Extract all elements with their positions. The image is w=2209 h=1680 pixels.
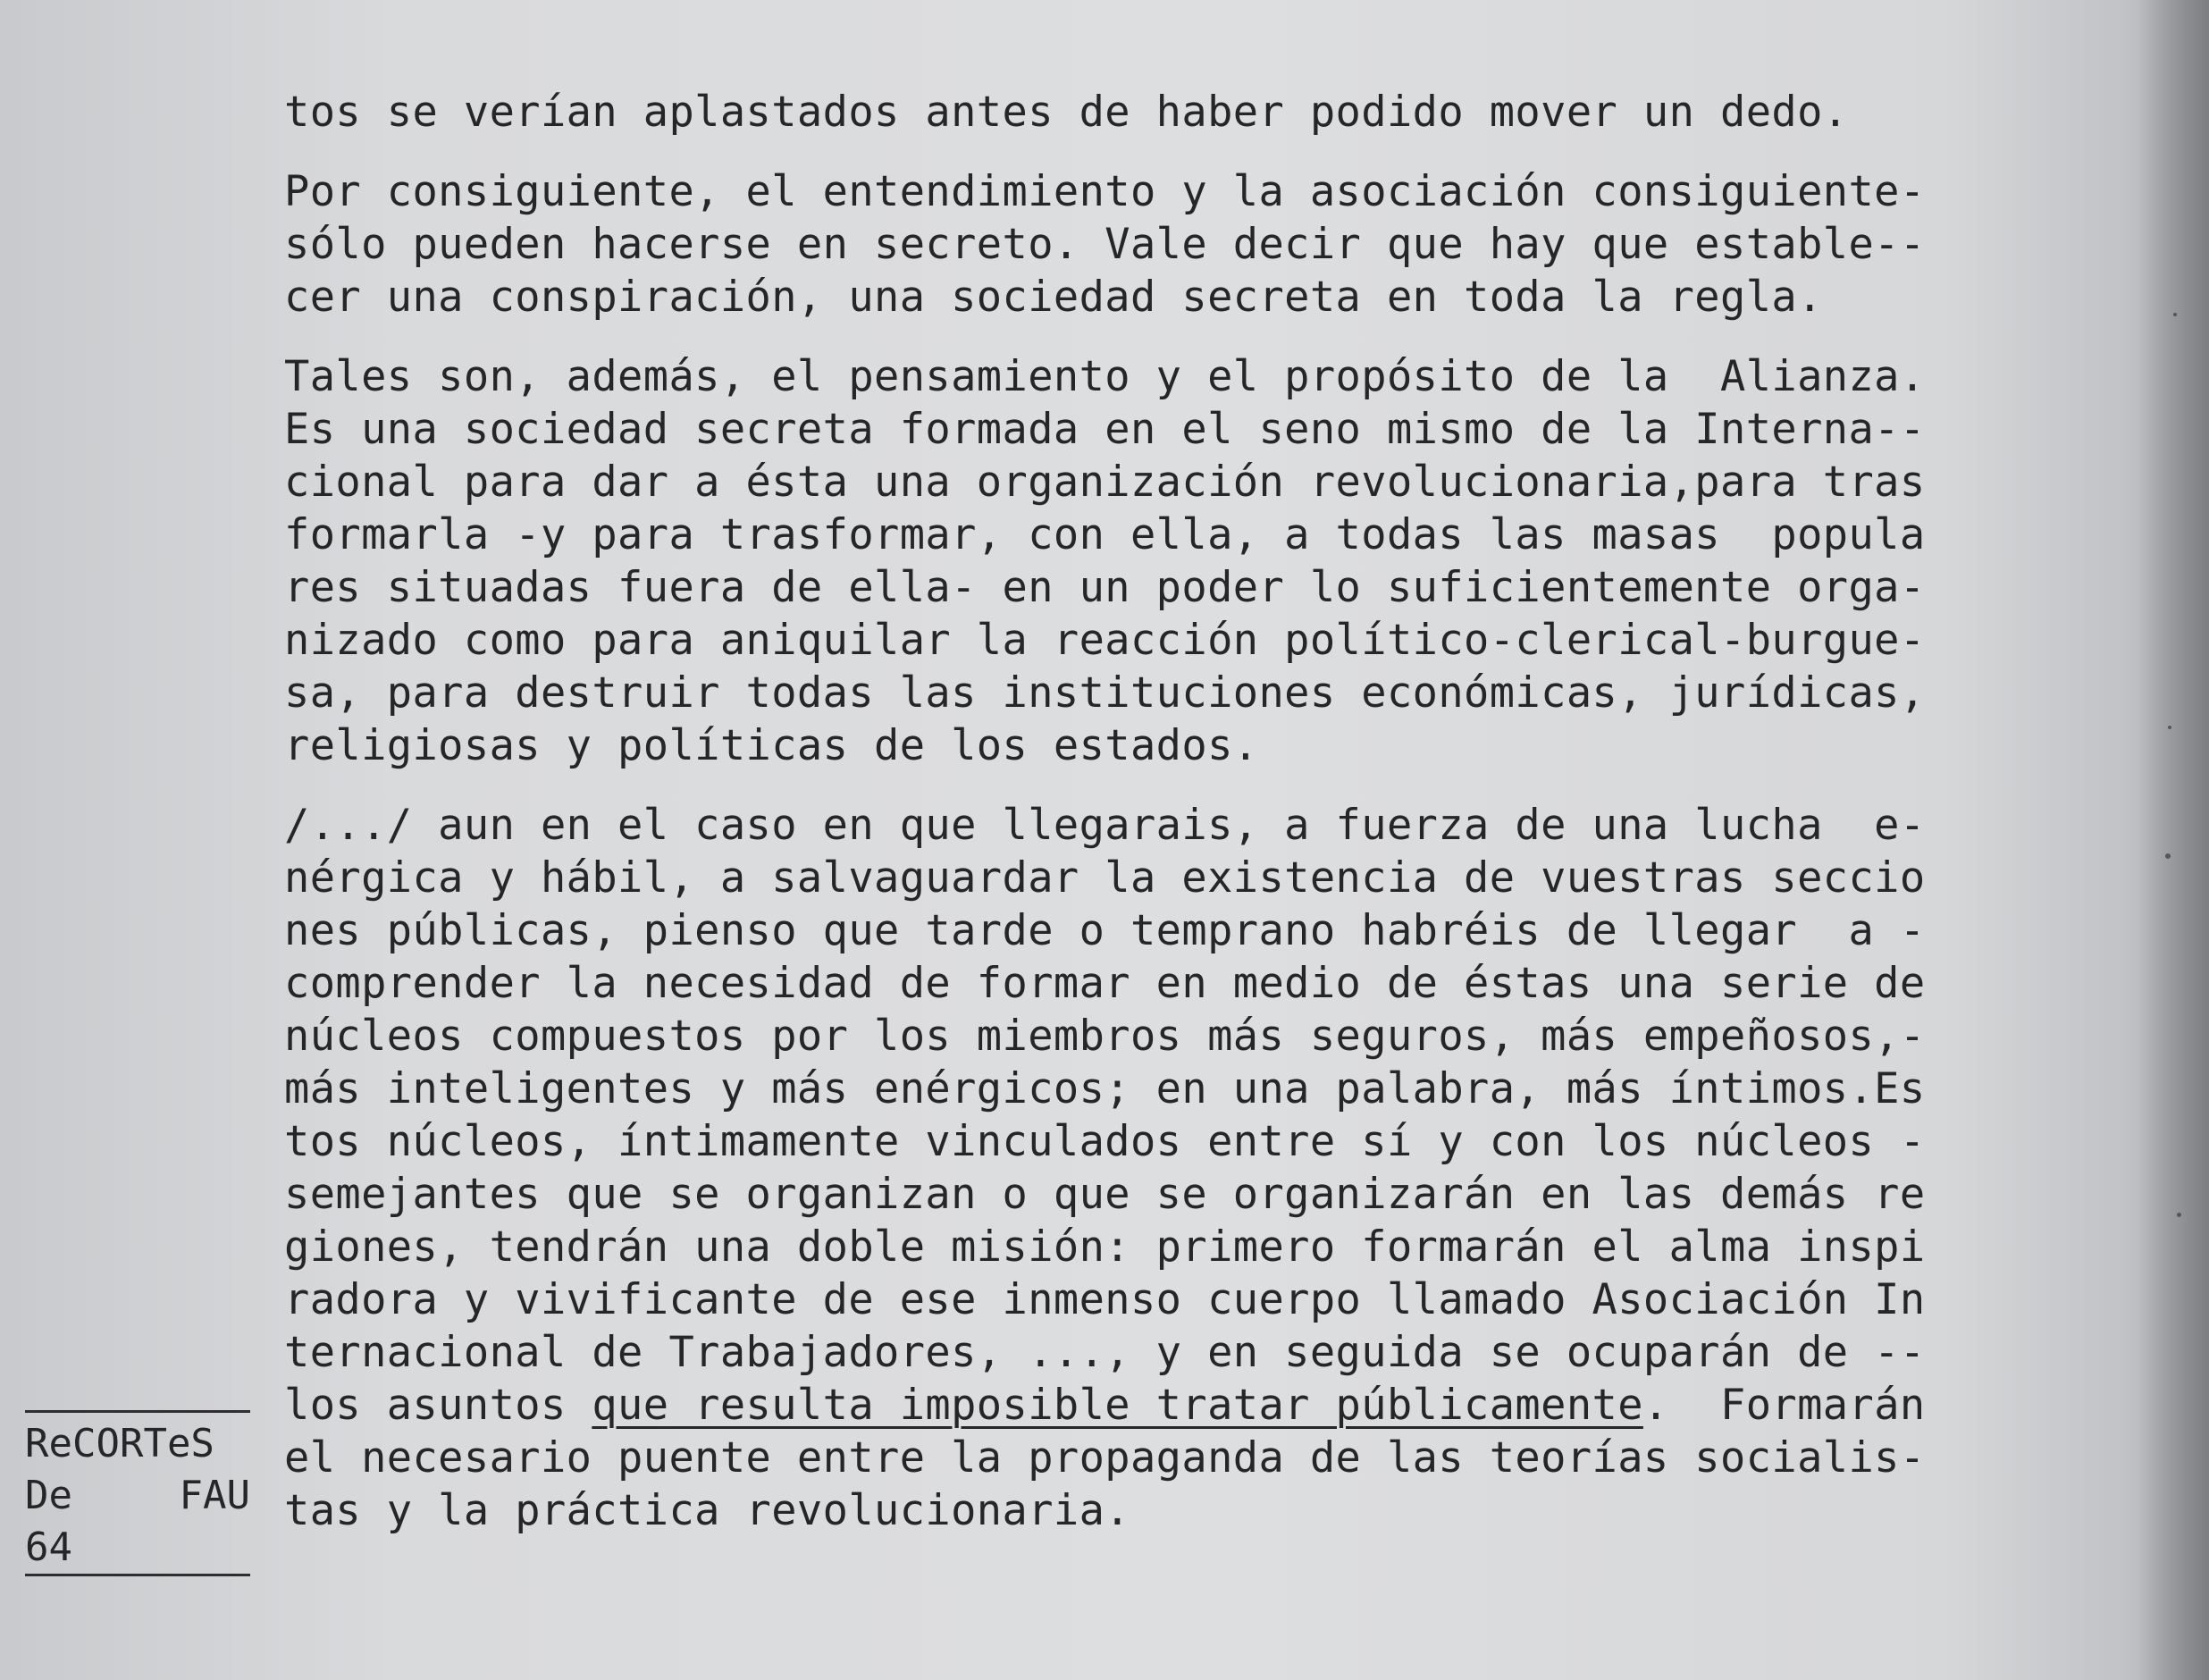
text-line: sólo pueden hacerse en secreto. Vale decir que hay que estable-- bbox=[284, 220, 1926, 269]
text-line: giones, tendrán una doble misión: primero formarán el alma inspi bbox=[284, 1222, 1926, 1272]
text-line: semejantes que se organizan o que se organizarán en las demás re bbox=[284, 1170, 1926, 1219]
text-line: más inteligentes y más enérgicos; en una palabra, más íntimos.Es bbox=[284, 1064, 1926, 1113]
scan-speck bbox=[2168, 726, 2171, 729]
stamp-fau: FAU bbox=[179, 1473, 250, 1518]
underlined-phrase: que resulta imposible tratar públicamente bbox=[592, 1381, 1643, 1430]
text-line: sa, para destruir todas las instituciones económicas, jurídicas, bbox=[284, 668, 1926, 718]
text-line: Es una sociedad secreta formada en el seno mismo de la Interna-- bbox=[284, 405, 1926, 454]
text-line: religiosas y políticas de los estados. bbox=[284, 721, 1259, 770]
text-line: Por consiguiente, el entendimiento y la asociación consiguiente- bbox=[284, 167, 1926, 216]
scan-speck bbox=[2173, 313, 2177, 316]
text-line: cional para dar a ésta una organización revolucionaria,para tras bbox=[284, 458, 1926, 507]
text-line: tos núcleos, íntimamente vinculados entre sí y con los núcleos - bbox=[284, 1117, 1926, 1166]
text-line: comprender la necesidad de formar en medio de éstas una serie de bbox=[284, 959, 1926, 1008]
paragraph-2 bbox=[284, 165, 2071, 323]
paragraph-4 bbox=[284, 799, 2071, 1537]
stamp-title: ReCORTeS bbox=[25, 1421, 214, 1466]
text-line: radora y vivificante de ese inmenso cuerpo llamado Asociación In bbox=[284, 1275, 1926, 1324]
paragraph-3 bbox=[284, 350, 2071, 772]
stamp-row bbox=[25, 1470, 250, 1522]
text-line: el necesario puente entre la propaganda de las teorías socialis- bbox=[284, 1433, 1926, 1483]
scan-speck bbox=[2165, 853, 2171, 859]
scan-speck bbox=[2177, 1213, 2181, 1217]
stamp-de: De bbox=[25, 1473, 72, 1518]
text-line: tos se verían aplastados antes de haber podido mover un dedo. bbox=[284, 88, 1849, 137]
text-line: formarla -y para trasformar, con ella, a todas las masas popula bbox=[284, 510, 1926, 559]
recortes-stamp bbox=[25, 1410, 250, 1576]
text-line: nizado como para aniquilar la reacción político-clerical-burgue- bbox=[284, 616, 1926, 665]
text-line: nes públicas, pienso que tarde o temprano habréis de llegar a - bbox=[284, 906, 1926, 955]
text-line: nérgica y hábil, a salvaguardar la existencia de vuestras seccio bbox=[284, 853, 1926, 903]
text-line: núcleos compuestos por los miembros más seguros, más empeñosos,- bbox=[284, 1012, 1926, 1061]
line-suffix: . Formarán bbox=[1642, 1381, 1926, 1430]
paragraph-1 bbox=[284, 86, 2071, 139]
text-line: res situadas fuera de ella- en un poder lo suficientemente orga- bbox=[284, 563, 1926, 612]
underlined-text-line bbox=[284, 1379, 2071, 1432]
typewritten-text bbox=[284, 86, 2071, 1564]
line-prefix: los asuntos bbox=[284, 1381, 592, 1430]
stamp-number: 64 bbox=[25, 1525, 72, 1570]
text-line: /.../ aun en el caso en que llegarais, a fuerza de una lucha e- bbox=[284, 801, 1926, 850]
text-line: Tales son, además, el pensamiento y el propósito de la Alianza. bbox=[284, 352, 1926, 401]
text-line: tas y la práctica revolucionaria. bbox=[284, 1486, 1130, 1535]
text-line: ternacional de Trabajadores, ..., y en seguida se ocuparán de -- bbox=[284, 1328, 1926, 1377]
text-line: cer una conspiración, una sociedad secreta en toda la regla. bbox=[284, 273, 1823, 322]
page-binding-shadow bbox=[2138, 0, 2209, 1680]
